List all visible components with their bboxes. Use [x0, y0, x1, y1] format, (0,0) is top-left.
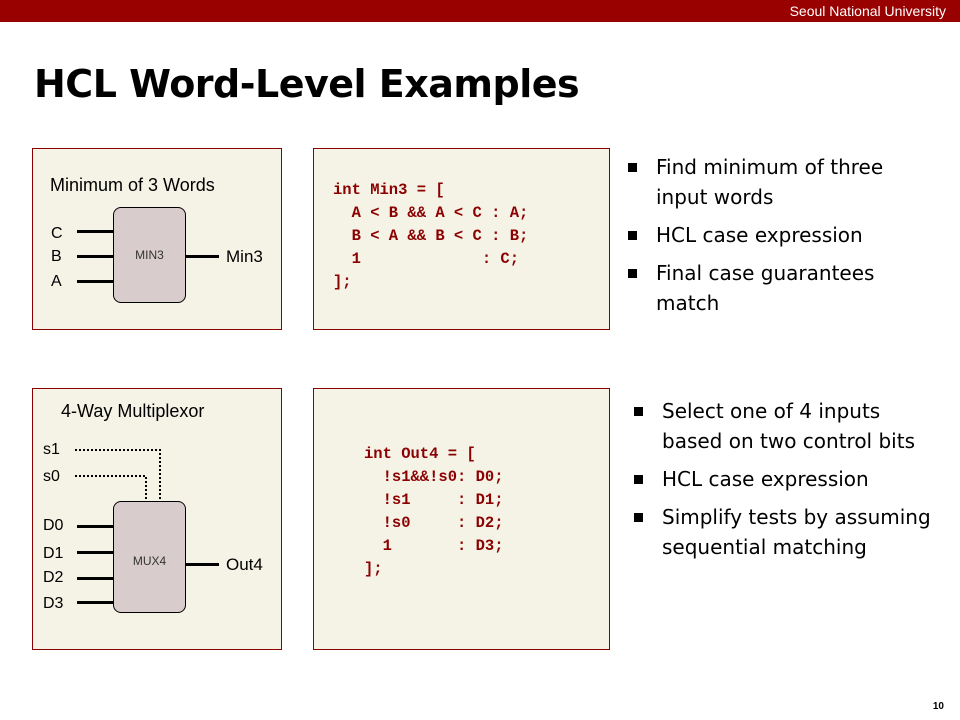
mux4-code-panel	[313, 388, 610, 650]
bullet-marker	[634, 475, 643, 484]
output-label-out4: Out4	[226, 555, 263, 574]
mux4-bullet-list	[632, 396, 942, 570]
input-label-a: A	[51, 273, 62, 290]
min3-bullet-list	[626, 152, 936, 326]
page-number: 10	[932, 701, 944, 712]
input-label-d1: D1	[43, 545, 64, 562]
bullet-item: Select one of 4 inputs based on two control bits	[632, 396, 942, 456]
input-label-b: B	[51, 248, 62, 265]
bullet-marker	[628, 269, 637, 278]
input-wire-d1	[77, 551, 113, 554]
input-label-c: C	[51, 225, 63, 242]
input-label-d3: D3	[43, 595, 64, 612]
input-wire-d0	[77, 525, 113, 528]
output-label-min3: Min3	[226, 247, 263, 266]
min3-block-label: MIN3	[135, 248, 164, 262]
output-wire-min3	[186, 255, 219, 258]
bullet-item: HCL case expression	[632, 464, 942, 494]
input-wire-c	[77, 230, 113, 233]
input-label-d0: D0	[43, 517, 64, 534]
bullet-marker	[628, 163, 637, 172]
input-wire-d3	[77, 601, 113, 604]
control-label-s1: s1	[43, 441, 60, 458]
input-wire-b	[77, 255, 113, 258]
mux4-block-label: MUX4	[132, 554, 167, 568]
slide-title: HCL Word-Level Examples	[34, 62, 580, 106]
header-bar	[0, 0, 960, 22]
output-wire-out4	[186, 563, 219, 566]
mux4-diagram-title: 4-Way Multiplexor	[61, 401, 205, 421]
bullet-item: Find minimum of three input words	[626, 152, 936, 212]
min3-diagram-title: Minimum of 3 Words	[50, 175, 215, 195]
bullet-item: Simplify tests by assuming sequential matching	[632, 502, 942, 562]
input-wire-a	[77, 280, 113, 283]
min3-code: int Min3 = [ A < B && A < C : A; B < A && B < C : B; 1 : C; ];	[333, 181, 529, 291]
control-label-s0: s0	[43, 468, 60, 485]
mux4-diagram-panel	[32, 388, 282, 650]
min3-code-panel	[313, 148, 610, 330]
bullet-item: Final case guarantees match	[626, 258, 936, 318]
institution-name: Seoul National University	[789, 3, 946, 19]
bullet-marker	[628, 231, 637, 240]
input-wire-d2	[77, 577, 113, 580]
bullet-marker	[634, 407, 643, 416]
control-wire-s0	[75, 476, 146, 501]
min3-diagram-panel	[32, 148, 282, 330]
input-label-d2: D2	[43, 569, 64, 586]
bullet-item: HCL case expression	[626, 220, 936, 250]
min3-block	[113, 207, 186, 303]
bullet-marker	[634, 513, 643, 522]
mux4-block	[113, 501, 186, 613]
mux4-code: int Out4 = [ !s1&&!s0: D0; !s1 : D1; !s0 : D2; 1 : D3; ];	[364, 445, 504, 578]
